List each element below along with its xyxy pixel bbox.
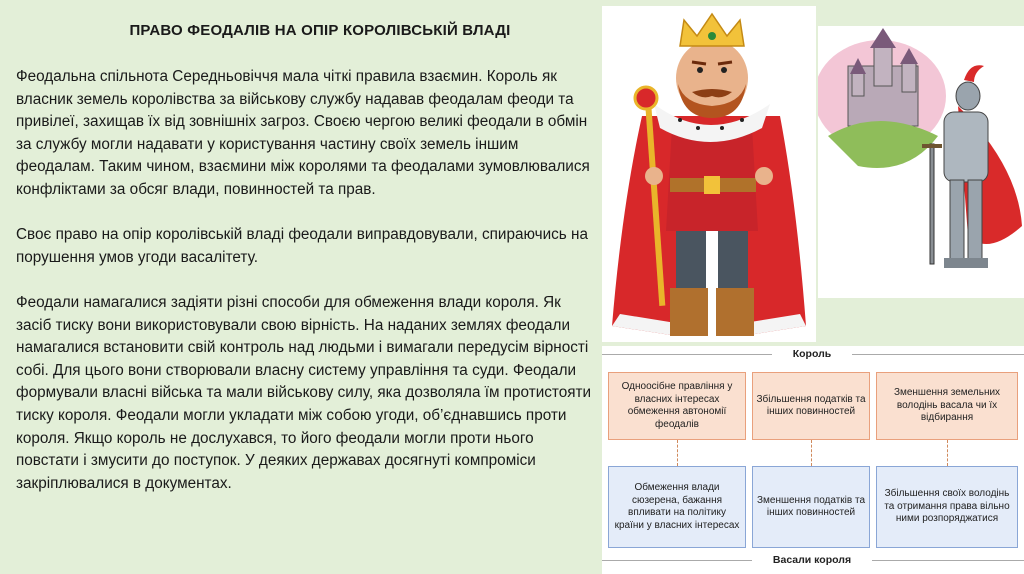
connector-2 [811, 440, 812, 466]
knight-drawing [818, 26, 1024, 298]
king-box-3: Зменшення земельних володінь васала чи їх відбирання [876, 372, 1018, 440]
relations-scheme [602, 346, 1024, 574]
paragraph-1: Феодальна спільнота Середньовіччя мала чіткі правила взаємин. Король як власник земель королівства за військову службу надавав феодалам феоди та привілеї, захищав їх від зовнішніх загроз. Своєю чергою великі феодали в обмін за службу могли надавати у користування частину своїх земель іншим феодалам. Таким чином, взаємини між королями та феодалами зумовлювалися конфліктами за обсяг влади, повинностей та прав. [16, 68, 590, 198]
paragraph-3: Феодали намагалися задіяти різні способи для обмеження влади короля. Як засіб тиску вони використовували свою вірність. На наданих землях феодали намагалися встановити свій контроль над людьми і вимагали передусім вірності собі. Для цього вони створювали власну систему управління та суди. Феодали формували власні війська та мали військову силу, яка дозволяла їм протистояти тиску короля. Феодали могли укладати між собою угоди, об’єднавшись проти короля. Якщо король не дослухався, то його феодали могли проти нього повстати і змусити до поступок. У деяких державах досягнуті компроміси закріплювалися в документах. [16, 293, 592, 492]
knight-castle-illustration [818, 26, 1024, 298]
king-box-1: Одноосібне правління у власних інтересах обмеження автономії феодалів [608, 372, 746, 440]
vassals-label: Васали короля [752, 554, 872, 566]
vassal-box-1: Обмеження влади сюзерена, бажання впливати на політику країни у власних інтересах [608, 466, 746, 548]
page-title: ПРАВО ФЕОДАЛІВ НА ОПІР КОРОЛІВСЬКІЙ ВЛАДІ [129, 22, 511, 39]
vassal-box-3: Збільшення своїх володінь та отримання права вільно ними розпоряджатися [876, 466, 1018, 548]
paragraph-2: Своє право на опір королівській владі феодали виправдовували, спираючись на порушення умов угоди васалітету. [16, 226, 588, 266]
connector-3 [947, 440, 948, 466]
king-illustration [602, 6, 816, 342]
king-drawing [602, 6, 816, 342]
vassal-box-2: Зменшення податків та інших повинностей [752, 466, 870, 548]
connector-1 [677, 440, 678, 466]
king-label: Король [772, 348, 852, 360]
king-box-2: Збільшення податків та інших повинностей [752, 372, 870, 440]
body-text [16, 66, 596, 518]
